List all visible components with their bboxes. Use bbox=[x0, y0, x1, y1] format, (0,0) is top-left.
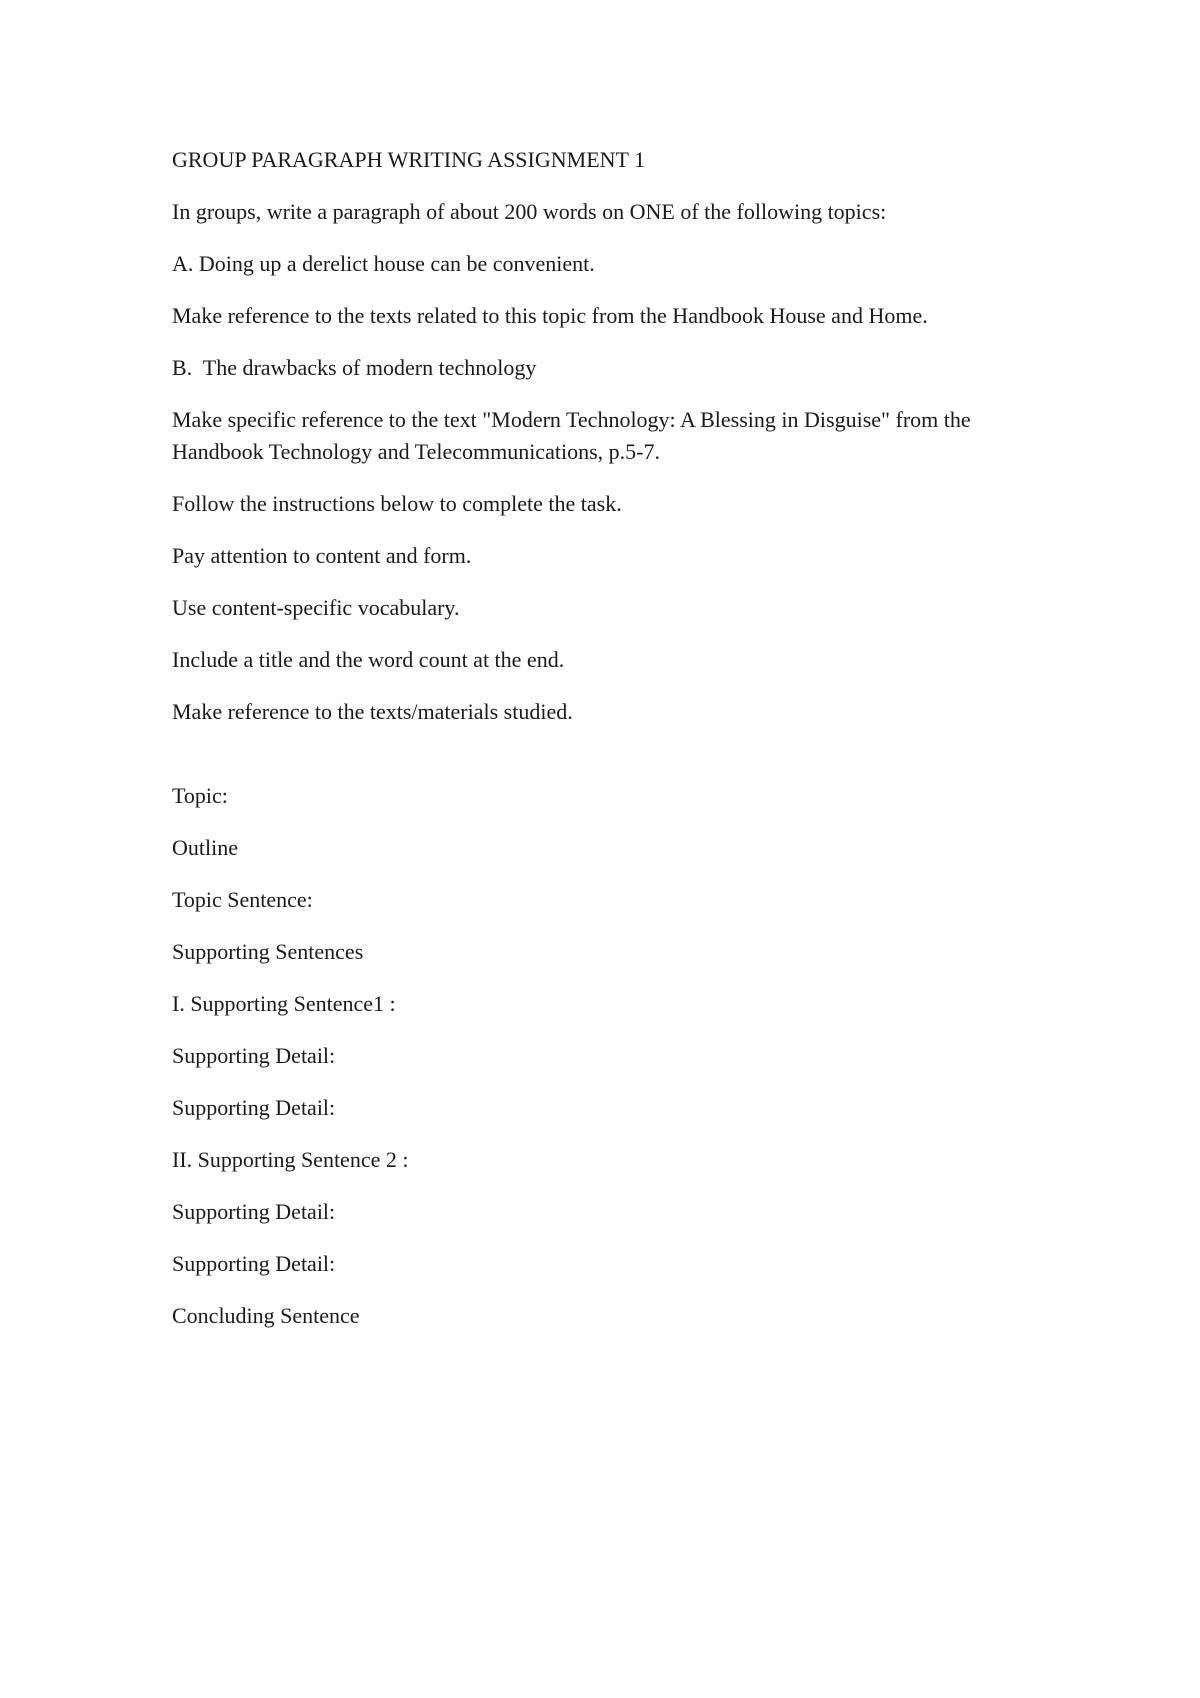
document-title: GROUP PARAGRAPH WRITING ASSIGNMENT 1 bbox=[172, 147, 646, 172]
outline-supporting-detail: Supporting Detail: bbox=[172, 1199, 336, 1224]
instruction-line: Follow the instructions below to complete the task. bbox=[172, 491, 622, 516]
outline-concluding-sentence: Concluding Sentence bbox=[172, 1303, 360, 1328]
outline-section bbox=[172, 780, 1052, 1332]
topic-a-reference: Make reference to the texts related to this topic from the Handbook House and Home. bbox=[172, 303, 928, 328]
outline-supporting-sentences-heading: Supporting Sentences bbox=[172, 939, 364, 964]
instruction-line: Use content-specific vocabulary. bbox=[172, 595, 460, 620]
document-body bbox=[172, 144, 1052, 1352]
instruction-line: Include a title and the word count at the end. bbox=[172, 647, 565, 672]
outline-supporting-detail: Supporting Detail: bbox=[172, 1251, 336, 1276]
outline-heading: Outline bbox=[172, 835, 238, 860]
topic-b: B. The drawbacks of modern technology bbox=[172, 355, 537, 380]
outline-supporting-sentence-1: I. Supporting Sentence1 : bbox=[172, 991, 396, 1016]
instruction-line: Pay attention to content and form. bbox=[172, 543, 472, 568]
topic-b-reference: Make specific reference to the text "Modern Technology: A Blessing in Disguise" from the Handbook Technology and Telecommunications, p.5-7. bbox=[172, 407, 977, 464]
outline-topic-label: Topic: bbox=[172, 783, 228, 808]
instruction-line: Make reference to the texts/materials studied. bbox=[172, 699, 573, 724]
intro-text: In groups, write a paragraph of about 200 words on ONE of the following topics: bbox=[172, 199, 887, 224]
outline-supporting-detail: Supporting Detail: bbox=[172, 1043, 336, 1068]
outline-supporting-detail: Supporting Detail: bbox=[172, 1095, 336, 1120]
outline-topic-sentence-label: Topic Sentence: bbox=[172, 887, 313, 912]
topic-a: A. Doing up a derelict house can be convenient. bbox=[172, 251, 595, 276]
outline-supporting-sentence-2: II. Supporting Sentence 2 : bbox=[172, 1147, 409, 1172]
